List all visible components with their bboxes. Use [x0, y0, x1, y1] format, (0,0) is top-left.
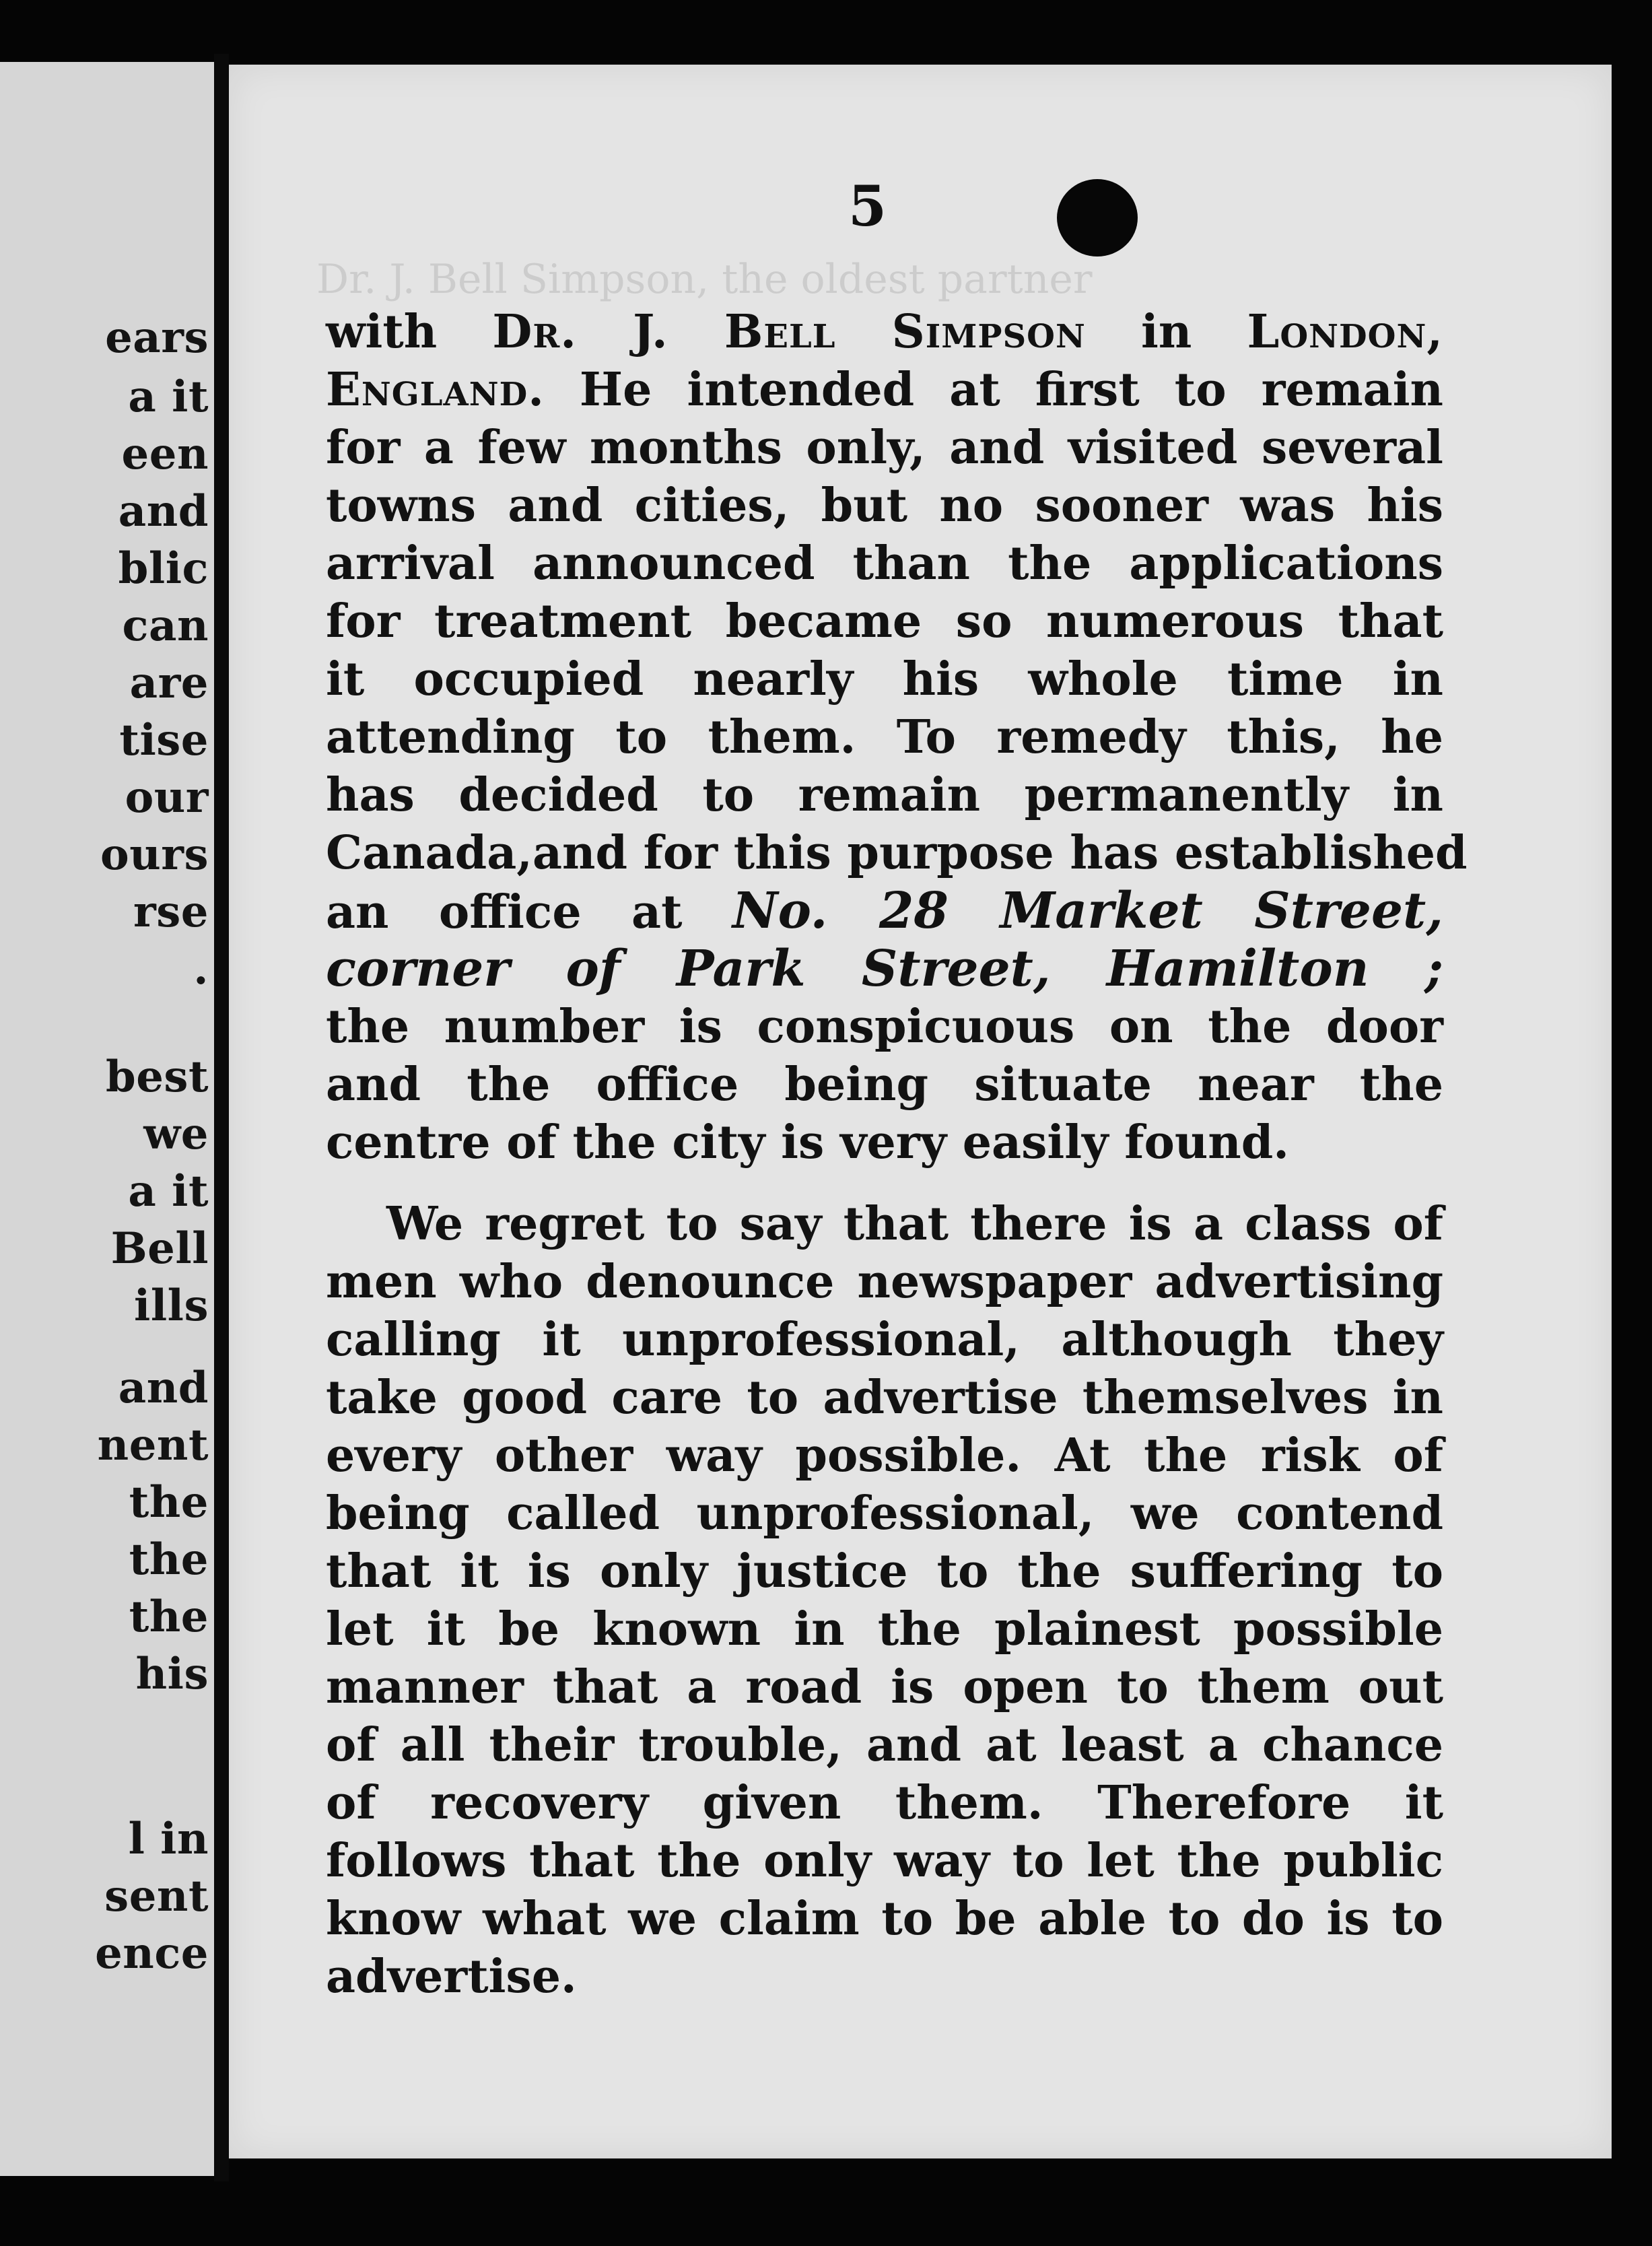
doctor-name: Dr. J. Bell Simpson: [492, 305, 1086, 359]
paragraph-2-line: know what we claim to be able to do is to: [326, 1892, 1443, 1946]
left-page-fragment: [0, 62, 214, 2176]
left-page-fragment-line: a it: [128, 372, 209, 422]
paragraph-2-line: men who denounce newspaper advertising: [326, 1255, 1443, 1309]
left-page-fragment-line: we: [143, 1109, 209, 1159]
paragraph-2-line: We regret to say that there is a class of: [386, 1197, 1443, 1251]
left-page-fragment-line: our: [125, 772, 209, 823]
left-page-fragment-line: the: [129, 1477, 209, 1528]
paragraph-1-line-14: and the office being situate near the: [326, 1058, 1443, 1112]
left-page-fragment-line: tise: [119, 715, 209, 765]
left-page-fragment-line: .: [193, 944, 209, 994]
left-page-fragment-line: sent: [104, 1871, 209, 1921]
paragraph-1-line-7: it occupied nearly his whole time in: [326, 652, 1443, 706]
left-page-fragment-line: nent: [97, 1420, 209, 1470]
paragraph-2-line: follows that the only way to let the public: [326, 1834, 1443, 1888]
paragraph-2-line: take good care to advertise themselves in: [326, 1371, 1443, 1425]
ink-blot: [1057, 179, 1138, 257]
left-page-fragment-line: best: [105, 1052, 209, 1102]
office-address-corner: corner of Park Street, Hamilton ;: [326, 940, 1443, 998]
bleed-through-text: Dr. J. Bell Simpson, the oldest partner: [316, 256, 1093, 303]
paragraph-1-line-11: an office at No. 28 Market Street,: [326, 882, 1443, 940]
paragraph-1-line-10: Canada,and for this purpose has established: [326, 826, 1468, 880]
page-number: 5: [848, 174, 887, 239]
left-page-fragment-line: l in: [128, 1814, 209, 1864]
paragraph-2: [326, 1195, 1443, 2006]
paragraph-1-line-15: centre of the city is very easily found.: [326, 1116, 1289, 1169]
paragraph-2-line: being called unprofessional, we contend: [326, 1487, 1443, 1540]
paragraph-1-line-5: arrival announced than the applications: [326, 537, 1443, 590]
left-page-fragment-line: ills: [134, 1281, 209, 1331]
left-page-fragment-line: the: [129, 1592, 209, 1642]
office-address: No. 28 Market Street,: [732, 882, 1443, 940]
paragraph-1-line-1: with Dr. J. Bell Simpson in London,: [326, 305, 1443, 359]
paragraph-1-line-6: for treatment became so numerous that: [326, 594, 1443, 648]
left-page-fragment-line: can: [122, 601, 209, 651]
left-page-fragment-line: and: [118, 486, 209, 537]
paragraph-2-line: advertise.: [326, 1950, 577, 2004]
paragraph-1: [326, 303, 1468, 1171]
paragraph-1-line-3: for a few months only, and visited several: [326, 421, 1443, 475]
paragraph-1-line-2: England. He intended at first to remain: [326, 363, 1443, 417]
left-page-fragment-line: ours: [100, 829, 209, 880]
paragraph-1-line-8: attending to them. To remedy this, he: [326, 710, 1443, 764]
paragraph-2-line: that it is only justice to the suffering to: [326, 1544, 1443, 1598]
paragraph-1-line-12: [326, 940, 1443, 998]
left-page-fragment-line: the: [129, 1534, 209, 1585]
paragraph-1-line-9: has decided to remain permanently in: [326, 768, 1443, 822]
left-page-fragment-line: his: [135, 1649, 209, 1699]
paragraph-2-line: calling it unprofessional, although they: [326, 1313, 1443, 1367]
paragraph-2-line: every other way possible. At the risk of: [326, 1429, 1443, 1483]
place-name: England.: [326, 363, 545, 417]
left-page-fragment-line: and: [118, 1363, 209, 1413]
left-page-fragment-line: rse: [133, 887, 209, 937]
left-page-fragment-line: ears: [105, 312, 209, 363]
paragraph-2-line: of all their trouble, and at least a chance: [326, 1718, 1443, 1772]
page-gutter: [214, 54, 229, 2181]
left-page-fragment-line: a it: [128, 1166, 209, 1217]
left-page-fragment-line: are: [129, 658, 209, 708]
left-page-fragment-line: Bell: [110, 1223, 209, 1274]
paragraph-2-line: of recovery given them. Therefore it: [326, 1776, 1443, 1830]
left-page-fragment-line: blic: [118, 543, 209, 594]
left-page-fragment-line: een: [121, 429, 209, 479]
left-page-fragment-line: ence: [95, 1928, 209, 1979]
paragraph-2-line: let it be known in the plainest possible: [326, 1602, 1443, 1656]
paragraph-2-line: manner that a road is open to them out: [326, 1660, 1443, 1714]
paragraph-1-line-13: the number is conspicuous on the door: [326, 1000, 1443, 1054]
place-name: London,: [1247, 305, 1443, 359]
paragraph-1-line-4: towns and cities, but no sooner was his: [326, 479, 1443, 533]
